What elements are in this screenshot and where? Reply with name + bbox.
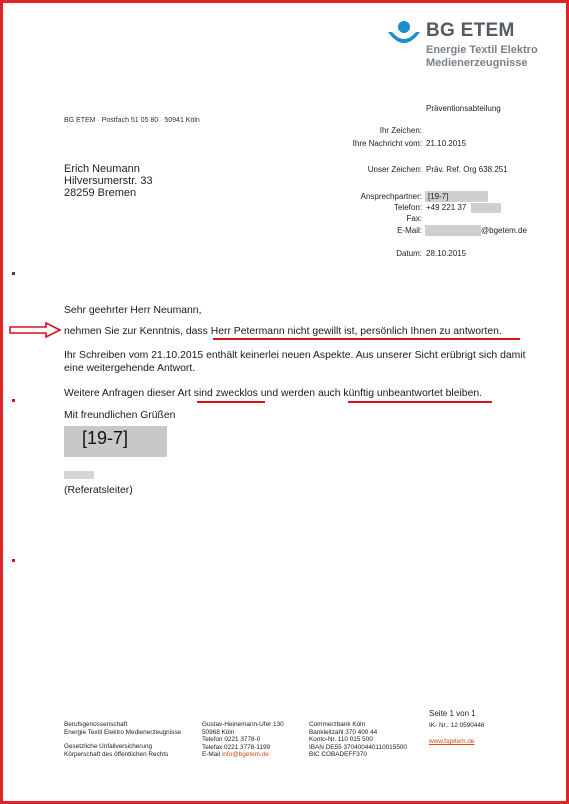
telefon-value: +49 221 37 [426,203,467,212]
footer-col2-line: Telefon 0221 3778-0 [202,736,261,744]
footer-col1-line: Gesetzliche Unfallversicherung [64,743,153,751]
website-link[interactable]: www.bgetem.de [429,738,475,745]
ansprechpartner-label: Ansprechpartner: [360,192,422,201]
fold-mark [12,272,15,275]
email-value: @bgetem.de [481,226,527,235]
p3-text-c: und werden auch [257,388,344,399]
ihre-nachricht-value: 21.10.2015 [426,139,467,148]
footer-col2 [202,721,284,759]
unser-zeichen-value: Präv. Ref. Org 638.251 [426,165,508,174]
footer-col3-line: IBAN DE55 370400440110015500 [309,743,407,751]
footer-col3 [309,721,407,759]
sender-line: BG ETEM · Postfach 51 05 80 · 50941 Köln [64,117,200,124]
recipient-street: Hilversumerstr. 33 [64,175,153,187]
redaction-block [425,225,481,236]
p1-highlight: Herr Petermann nicht gewillt ist, persönlich Ihnen zu antworten [210,326,499,337]
signer-role: (Referatsleiter) [64,485,133,496]
fax-label: Fax: [406,214,422,223]
arrow-annotation-icon [8,322,62,338]
footer-col1-line: Körperschaft des öffentlichen Rechts [64,750,169,758]
footer-col3-line: BIC COBADEFF370 [309,751,367,759]
p3-highlight-2: künftig unbeantwortet bleiben [343,388,480,399]
datum-value: 28.10.2015 [426,249,467,258]
brand-sub-line1: Energie Textil Elektro [426,44,538,56]
telefon-label: Telefon: [393,203,422,212]
salutation: Sehr geehrter Herr Neumann, [64,305,202,316]
closing: Mit freundlichen Grüßen [64,410,176,421]
footer-email-link[interactable]: info@bgetem.de [221,751,269,759]
ansprechpartner-value: [19-7] [428,192,449,201]
paragraph-2-line2: eine weitergehende Antwort. [64,363,196,374]
footer-col1-line: Energie Textil Elektro Medienerzeugnisse [64,728,182,736]
fold-mark [12,559,15,562]
footer-col2-line: Telefax 0221 3778-1199 [202,743,271,751]
footer-email-label: E-Mail [202,751,222,759]
signature-code: [19-7] [82,428,129,448]
footer-col3-line: Commerzbank Köln [309,721,366,728]
paragraph-3 [64,387,482,400]
footer-spacer [64,736,181,743]
footer-col2-line: Gustav-Heinemann-Ufer 130 [202,721,284,728]
page-number: Seite 1 von 1 [429,709,476,718]
underline-p3-1 [197,401,265,403]
department: Präventionsabteilung [426,104,501,113]
ihre-nachricht-label: Ihre Nachricht vom: [352,139,422,148]
brand-name: BG ETEM [426,20,515,41]
fold-mark [12,399,15,402]
bg-etem-logo-icon [386,20,422,50]
ik-number: IK- Nr.: 12 0590446 [429,722,485,729]
footer-col3-line: Konto-Nr. 110 015 500 [309,736,373,744]
p1-text-c: . [498,326,502,337]
recipient-name: Erich Neumann [64,163,140,175]
email-label: E-Mail: [397,226,422,235]
p3-text-e: . [479,388,483,399]
brand-sub-line2: Medienerzeugnisse [426,57,528,69]
datum-label: Datum: [396,249,422,258]
p3-text-a: Weitere Anfragen dieser Art [64,388,194,399]
p1-text-a: nehmen Sie zur Kenntnis, dass [64,326,211,337]
ihr-zeichen-label: Ihr Zeichen: [379,126,422,135]
paragraph-1 [64,325,502,338]
footer-col1 [64,721,181,758]
underline-p1 [213,338,520,340]
footer-col1-line: Berufsgenossenschaft [64,721,128,728]
recipient-city: 28259 Bremen [64,187,137,199]
footer-col2-line [202,751,284,759]
paragraph-2-line1: Ihr Schreiben vom 21.10.2015 enthält keinerlei neuen Aspekte. Aus unserer Sicht erübrigt sich damit [64,350,526,361]
redaction-block [471,203,501,213]
footer-col3-line: Bankleitzahl 370 400 44 [309,728,378,736]
p3-highlight-1: sind zwecklos [193,388,258,399]
footer-col2-line: 50968 Köln [202,728,235,736]
unser-zeichen-label: Unser Zeichen: [367,165,422,174]
name-redaction [64,471,94,479]
underline-p3-2 [348,401,492,403]
